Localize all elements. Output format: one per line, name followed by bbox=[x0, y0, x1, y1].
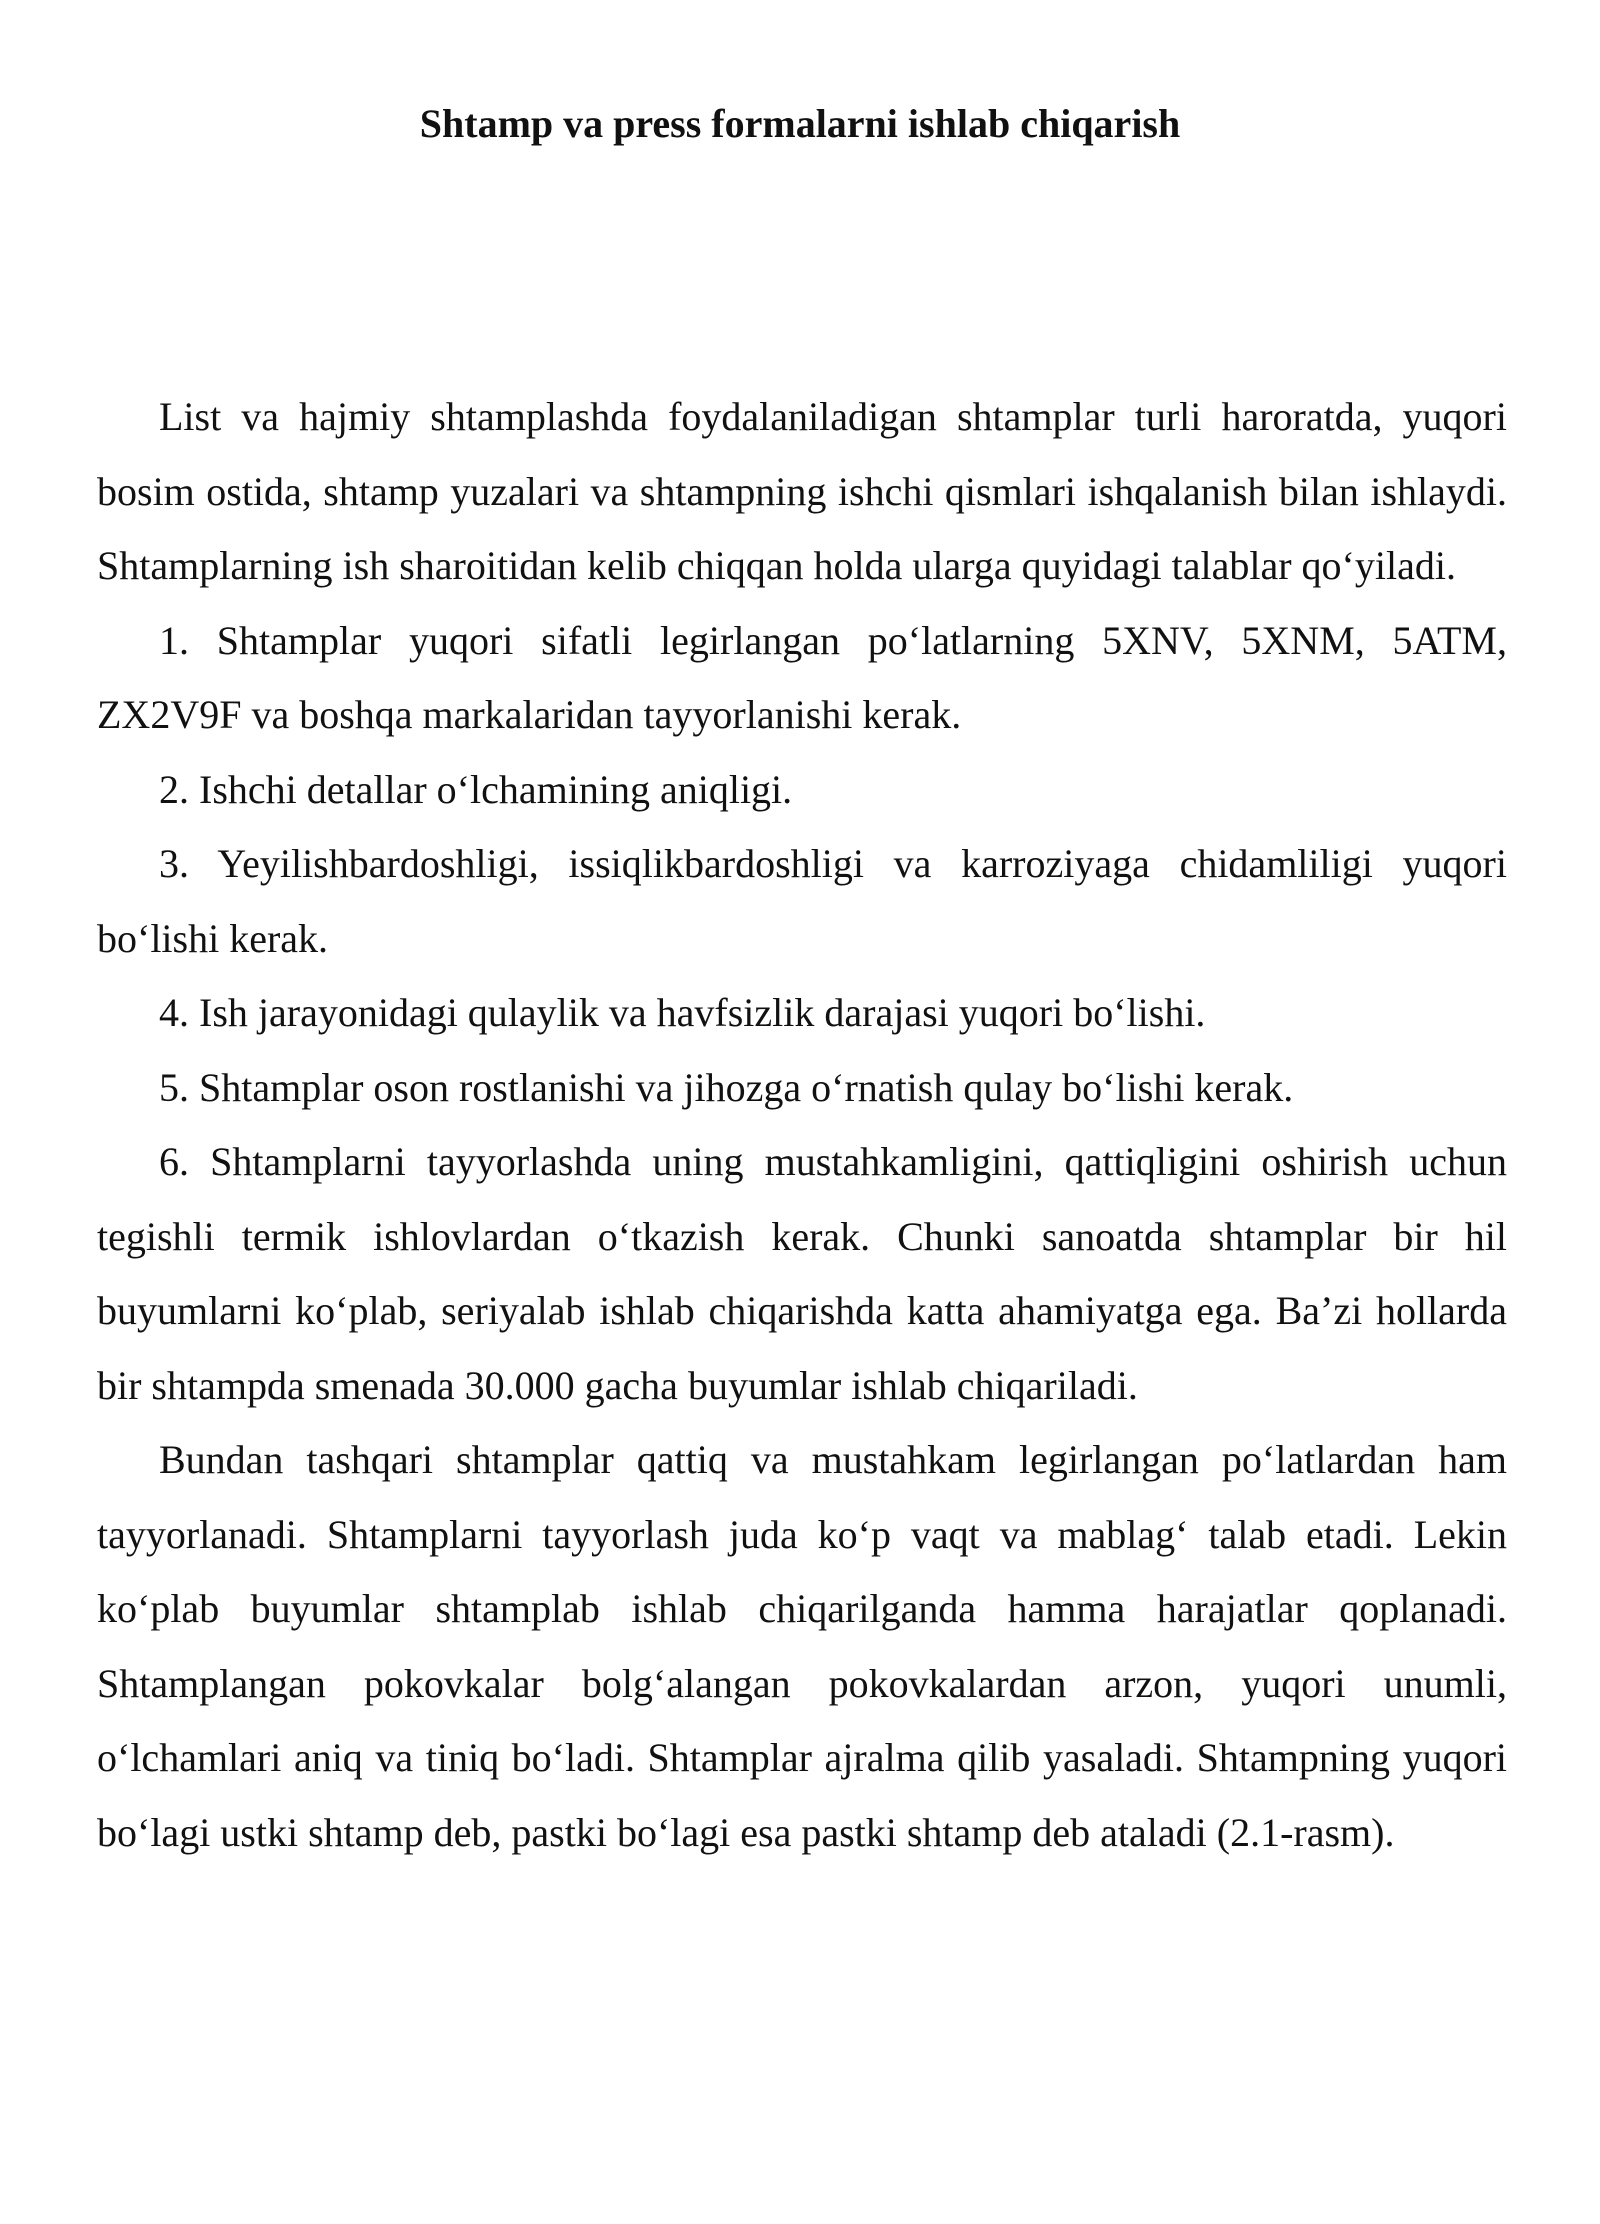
requirement-item-5: 5. Shtamplar oson rostlanishi va jihozga o‘rnatish qulay bo‘lishi kerak. bbox=[159, 1064, 1294, 1110]
intro-paragraph: List va hajmiy shtamplashda foydalaniladigan shtamplar turli haroratda, yuqori bosim ostida, shtamp yuzalari va shtampning ishchi qismlari ishqalanish bilan ishlaydi. Shtamplarning ish sharoitidan kelib chiqqan holda ularga quyidagi talablar qo‘yiladi. bbox=[97, 394, 1507, 588]
requirement-item-1: 1. Shtamplar yuqori sifatli legirlangan po‘latlarning 5XNV, 5XNM, 5ATM, ZX2V9F va boshqa markalaridan tayyorlanishi kerak. bbox=[97, 617, 1507, 737]
requirement-item-4: 4. Ish jarayonidagi qulaylik va havfsizlik darajasi yuqori bo‘lishi. bbox=[159, 990, 1206, 1035]
requirement-item-3: 3. Yeyilishbardoshligi, issiqlikbardoshligi va karroziyaga chidamliligi yuqori bo‘lishi kerak. bbox=[97, 841, 1507, 961]
requirement-item-2: 2. Ishchi detallar o‘lchamining aniqligi. bbox=[159, 766, 793, 812]
page-title: Shtamp va press formalarni ishlab chiqarish bbox=[419, 101, 1181, 146]
closing-paragraph: Bundan tashqari shtamplar qattiq va mustahkam legirlangan po‘latlardan ham tayyorlanadi. Shtamplarni tayyorlash juda ko‘p vaqt va mablag‘ talab etadi. Lekin ko‘plab buyumlar shtamplab ishlab chiqarilganda hamma harajatlar qoplanadi. Shtamplangan pokovkalar bolg‘alangan pokovkalardan arzon, yuqori unumli, o‘lchamlari aniq va tiniq bo‘ladi. Shtamplar ajralma qilib yasaladi. Shtampning yuqori bo‘lagi ustki shtamp deb, pastki bo‘lagi esa pastki shtamp deb ataladi (2.1-rasm). bbox=[97, 1437, 1507, 1855]
document-body bbox=[97, 380, 1507, 1870]
requirement-item-6: 6. Shtamplarni tayyorlashda uning mustahkamligini, qattiqligini oshirish uchun tegishli termik ishlovlardan o‘tkazish kerak. Chunki sanoatda shtamplar bir hil buyumlarni ko‘plab, seriyalab ishlab chiqarishda katta ahamiyatga ega. Ba’zi hollarda bir shtampda smenada 30.000 gacha buyumlar ishlab chiqariladi. bbox=[97, 1139, 1507, 1408]
